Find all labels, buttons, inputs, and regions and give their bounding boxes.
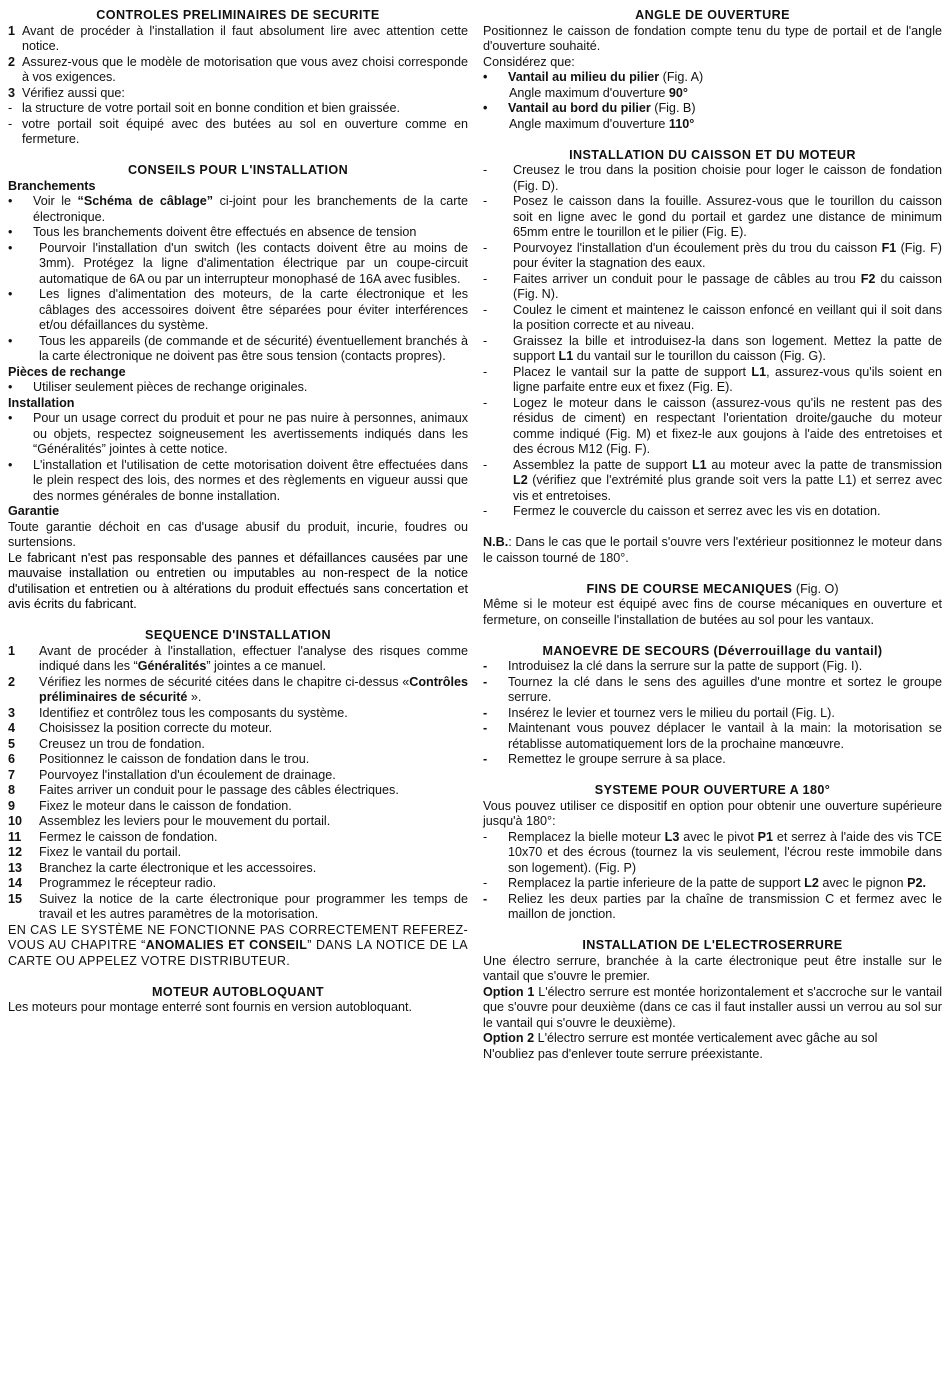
list-item: • Utiliser seulement pièces de rechange originales.: [8, 380, 308, 394]
list-item: - la structure de votre portail soit en bonne condition et bien graissée.: [8, 101, 401, 115]
section-manoeuvre-secours: [483, 644, 942, 768]
section-angle-ouverture: [483, 8, 942, 132]
list-item: 2 Vérifiez les normes de sécurité citées dans le chapitre ci-dessus «Contrôles préliminaires de sécurité ».: [8, 674, 468, 704]
list-item: - Pourvoyez l'installation d'un écoulement près du trou du caisson F1 (Fig. F) pour éviter la stagnation des eaux.: [483, 240, 942, 270]
section-title: SYSTEME POUR OUVERTURE A 180°: [594, 783, 831, 797]
section-title: MOTEUR AUTOBLOQUANT: [151, 984, 324, 999]
section-title: MANOEVRE DE SECOURS (Déverrouillage du vantail): [542, 643, 883, 658]
list-item: - Fermez le couvercle du caisson et serrez avec les vis en dotation.: [483, 504, 881, 518]
paragraph: Considérez que:: [483, 54, 575, 69]
list-item: • Vantail au milieu du pilier (Fig. A): [483, 70, 704, 84]
angle-value: Angle maximum d'ouverture 90°: [509, 85, 688, 100]
section-fins-de-course: [483, 582, 942, 629]
list-item: - Posez le caisson dans la fouille. Assurez-vous que le tourillon du caisson soit en ligne avec le gond du portail et gardez une distance de minimum 65mm entre le tourillon et le pilier (Fig. E).: [483, 194, 942, 239]
list-item: • Pourvoir l'installation d'un switch (les contacts doivent être au moins de 3mm). Protégez la ligne d'alimentation électrique par un coupe-circuit automatique de 6A ou par un interrupteur monophasé de 16A avec fusibles.: [8, 240, 468, 286]
list-item: - Remettez le groupe serrure à sa place.: [483, 752, 726, 766]
list-item: - Insérez le levier et tournez vers le milieu du portail (Fig. L).: [483, 705, 835, 720]
paragraph: Une électro serrure, branchée à la carte électronique peut être installe sur le vantail que s'ouvre le premier.: [483, 953, 942, 983]
section-title: FINS DE COURSE MECANIQUES (Fig. O): [586, 581, 839, 596]
list-item: - Remplacez la bielle moteur L3 avec le pivot P1 et serrez à l'aide des vis TCE 10x70 et des écrous (tournez la vis seulement, l'écrou reste immobile dans son logement). (Fig. P): [483, 829, 942, 875]
list-item: 1 Avant de procéder à l'installation, effectuer l'analyse des risques comme indiqué dans les “Généralités” jointes a ce manuel.: [8, 643, 468, 673]
section-moteur-autobloquant: [8, 985, 468, 1016]
left-column: [8, 8, 468, 1031]
list-item: - Tournez la clé dans le sens des aguilles d'une montre et sortez le groupe serrure.: [483, 674, 942, 704]
list-item: 8 Faites arriver un conduit pour le passage des câbles électriques.: [8, 783, 399, 797]
warning-note: EN CAS LE SYSTÈME NE FONCTIONNE PAS CORRECTEMENT REFEREZ-VOUS AU CHAPITRE “ANOMALIES ET CONSEIL” DANS LA NOTICE DE LA CARTE OU APPELEZ VOTRE DISTRIBUTEUR.: [8, 922, 468, 968]
list-item: 13 Branchez la carte électronique et les accessoires.: [8, 860, 317, 875]
subheading-branchements: Branchements: [8, 178, 96, 193]
list-item: - Maintenant vous pouvez déplacer le vantail à la main: la motorisation se rétablisse automatiquement lors de la prochaine manœuvre.: [483, 721, 942, 751]
paragraph: Même si le moteur est équipé avec fins de course mécaniques en ouverture et fermeture, on conseille l'installation de butées au sol pour les vantaux.: [483, 597, 942, 627]
list-item: 10 Assemblez les leviers pour le mouvement du portail.: [8, 814, 331, 828]
list-item: 3 Identifiez et contrôlez tous les composants du système.: [8, 705, 348, 720]
paragraph: Toute garantie déchoit en cas d'usage abusif du produit, incurie, foudres ou surtensions.: [8, 519, 468, 549]
list-item: - Logez le moteur dans le caisson (assurez-vous qu'ils ne restent pas des résidus de ciment) en respectant l'orientation droite/gauche du moteur comme indiqué (Fig. M) et fixez-le aux goujons à l'aide des entretoises et des écrous M12 (Fig. F).: [483, 395, 942, 456]
list-item: 14 Programmez le récepteur radio.: [8, 876, 217, 890]
list-item: • Tous les appareils (de commande et de sécurité) éventuellement branchés à la carte électronique ne doivent pas être sous tension (contacts propres).: [8, 333, 468, 363]
list-item: • Les lignes d'alimentation des moteurs, de la carte électronique et les câblages des accessoires doivent être séparées pour éviter interférences et/ou défaillances du système.: [8, 287, 468, 332]
paragraph: Vous pouvez utiliser ce dispositif en option pour obtenir une ouverture supérieure jusqu'à 180°:: [483, 798, 942, 828]
list-item: • Tous les branchements doivent être effectués en absence de tension: [8, 225, 417, 239]
section-installation-caisson: [483, 148, 942, 567]
paragraph: Option 2 L'électro serrure est montée verticalement avec gâche au sol: [483, 1031, 878, 1045]
list-item: - Placez le vantail sur la patte de support L1, assurez-vous qu'ils soient en ligne parfaite entre eux et fixez (Fig. E).: [483, 364, 942, 394]
paragraph: Le fabricant n'est pas responsable des pannes et défaillances causées par une mauvaise installation ou entretien ou imputables au non-respect de la notice d'utilisation et entretien ou à altérations du produit effectués sans concertation et avis écrits du fabricant.: [8, 550, 468, 611]
list-item: 5 Creusez un trou de fondation.: [8, 736, 205, 751]
angle-value: Angle maximum d'ouverture 110°: [509, 116, 695, 131]
section-title: INSTALLATION DE L'ELECTROSERRURE: [582, 938, 843, 952]
list-item: • Vantail au bord du pilier (Fig. B): [483, 101, 696, 115]
section-conseils-installation: [8, 163, 468, 613]
list-item: - Reliez les deux parties par la chaîne de transmission C et fermez avec le maillon de jonction.: [483, 891, 942, 921]
list-item: 7 Pourvoyez l'installation d'un écoulement de drainage.: [8, 767, 336, 782]
list-item: 1 Avant de procéder à l'installation il faut absolument lire avec attention cette notice.: [8, 23, 468, 53]
list-item: - votre portail soit équipé avec des butées au sol en ouverture comme en fermeture.: [8, 116, 468, 146]
section-title: CONSEILS POUR L'INSTALLATION: [127, 163, 349, 177]
list-item: 11 Fermez le caisson de fondation.: [8, 829, 218, 844]
section-title: CONTROLES PRELIMINAIRES DE SECURITE: [96, 8, 380, 22]
list-item: - Remplacez la partie inferieure de la patte de support L2 avec le pignon P2.: [483, 876, 926, 890]
list-item: - Introduisez la clé dans la serrure sur la patte de support (Fig. I).: [483, 659, 863, 673]
list-item: 12 Fixez le vantail du portail.: [8, 845, 182, 859]
section-sequence-installation: [8, 628, 468, 969]
list-item: - Assemblez la patte de support L1 au moteur avec la patte de transmission L2 (vérifiez que l'extrémité plus grande soit vers la patte L1) et serrez avec vis et entretoises.: [483, 457, 942, 503]
subheading-garantie: Garantie: [8, 504, 60, 518]
paragraph: Option 1 L'électro serrure est montée horizontalement et s'accroche sur le vantail que s'ouvre pour deuxième (dans ce cas il faut installer aussi un verrou au sol sur le vantail qui s'ouvre le deuxième).: [483, 984, 942, 1030]
list-item: - Coulez le ciment et maintenez le caisson enfoncé en veillant qui il soit dans la position correcte et au niveau.: [483, 302, 942, 332]
list-item: 3 Vérifiez aussi que:: [8, 85, 125, 100]
list-item: 9 Fixez le moteur dans le caisson de fondation.: [8, 798, 292, 813]
paragraph: Positionnez le caisson de fondation compte tenu du type de portail et de l'angle d'ouverture souhaité.: [483, 23, 942, 53]
section-title: INSTALLATION DU CAISSON ET DU MOTEUR: [569, 147, 856, 162]
section-systeme-180: [483, 783, 942, 923]
list-item: • Pour un usage correct du produit et pour ne pas nuire à personnes, animaux ou objets, respectez soigneusement les avertissements indiqués dans les “Généralités” jointes à cette notice.: [8, 411, 468, 456]
list-item: - Faites arriver un conduit pour le passage de câbles au trou F2 du caisson (Fig. N).: [483, 271, 942, 301]
list-item: 6 Positionnez le caisson de fondation dans le trou.: [8, 752, 310, 766]
list-item: - Creusez le trou dans la position choisie pour loger le caisson de fondation (Fig. D).: [483, 163, 942, 193]
subheading-installation: Installation: [8, 395, 75, 410]
section-title: SEQUENCE D'INSTALLATION: [145, 628, 331, 642]
paragraph: N'oubliez pas d'enlever toute serrure préexistante.: [483, 1046, 763, 1061]
list-item: - Graissez la bille et introduisez-la dans son logement. Mettez la patte de support L1 du vantail sur le tourillon du caisson (Fig. G).: [483, 333, 942, 363]
section-controles-preliminaires: [8, 8, 468, 148]
section-title: ANGLE DE OUVERTURE: [635, 8, 790, 22]
list-item: 15 Suivez la notice de la carte électronique pour programmer les temps de travail et les autres paramètres de la motorisation.: [8, 891, 468, 921]
subheading-pieces-rechange: Pièces de rechange: [8, 364, 126, 379]
list-item: 4 Choisissez la position correcte du moteur.: [8, 721, 273, 735]
section-electroserrure: [483, 938, 942, 1062]
right-column: [483, 8, 942, 1078]
nb-note: N.B.: Dans le cas que le portail s'ouvre vers l'extérieur positionnez le moteur dans le caisson tourné de 180°.: [483, 535, 942, 565]
list-item: 2 Assurez-vous que le modèle de motorisation que vous avez choisi corresponde à vos exigences.: [8, 54, 468, 84]
list-item: • Voir le “Schéma de câblage” ci-joint pour les branchements de la carte électronique.: [8, 194, 468, 224]
list-item: • L'installation et l'utilisation de cette motorisation doivent être effectuées dans le plein respect des lois, des normes et des règlements en vigueur aussi que des normes générales de bonne installation.: [8, 457, 468, 503]
paragraph: Les moteurs pour montage enterré sont fournis en version autobloquant.: [8, 1000, 412, 1014]
